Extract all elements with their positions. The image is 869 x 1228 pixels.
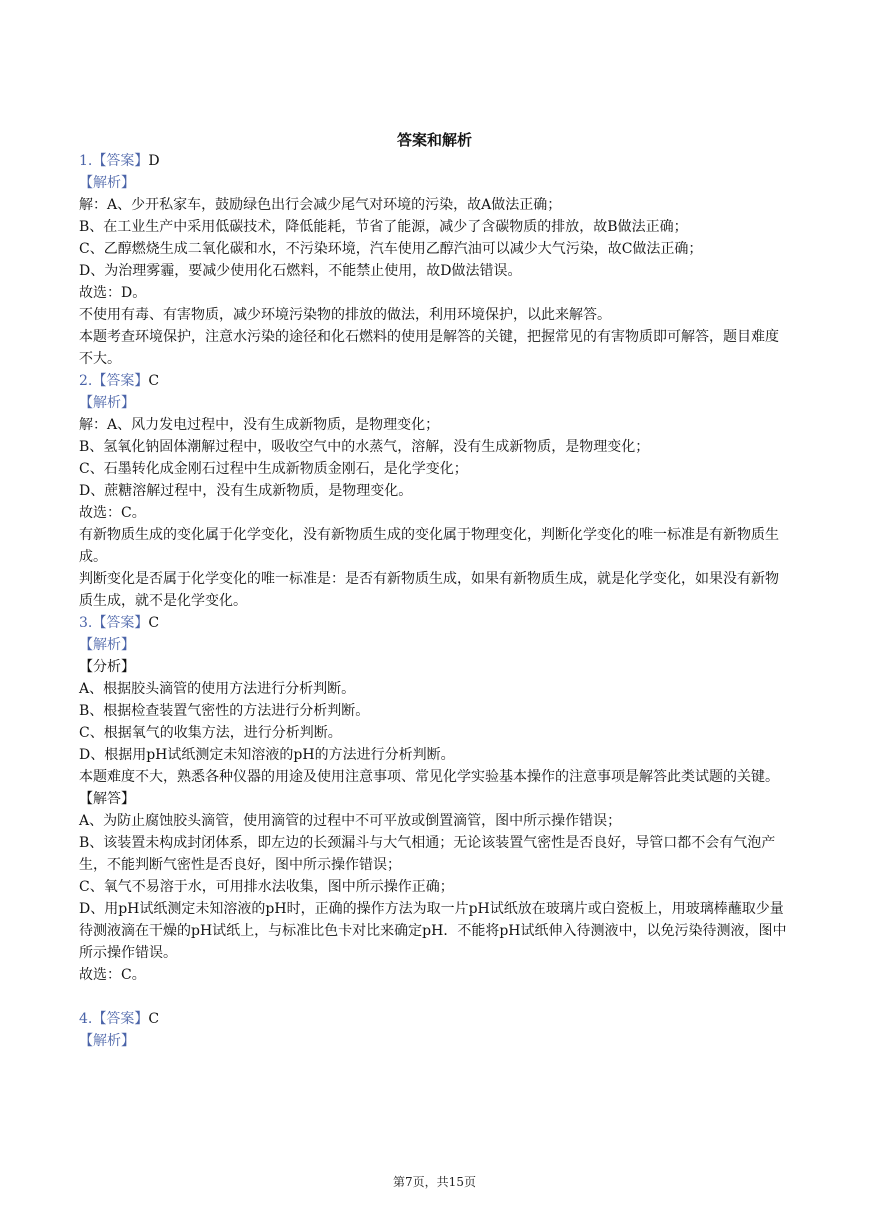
q2-line: 解：A、风力发电过程中，没有生成新物质，是物理变化；	[79, 417, 440, 433]
q1-answer-line	[79, 150, 791, 172]
q4-answer-value: C	[148, 1011, 160, 1027]
q2-line: 故选：C。	[79, 505, 146, 521]
q1-line: 解：A、少开私家车，鼓励绿色出行会减少尾气对环境的污染，故A做法正确；	[79, 197, 562, 213]
q4-answer-line	[79, 1008, 791, 1030]
q3-fenxi-head: 【分析】	[79, 659, 135, 675]
q3-fenxi-paragraph: 本题难度不大，熟悉各种仪器的用途及使用注意事项、常见化学实验基本操作的注意事项是解答此类试题的关键。	[79, 769, 779, 785]
q2-line: B、氢氧化钠固体潮解过程中，吸收空气中的水蒸气，溶解，没有生成新物质，是物理变化；	[79, 439, 650, 455]
spacer	[79, 986, 791, 1008]
q3-jieda-b: B、该装置未构成封闭体系，即左边的长颈漏斗与大气相通；无论该装置气密性是否良好，导管口都不会有气泡产生，不能判断气密性是否良好，图中所示操作错误；	[79, 835, 776, 873]
q2-paragraph: 有新物质生成的变化属于化学变化，没有新物质生成的变化属于物理变化，判断化学变化的唯一标准是有新物质生成。	[79, 527, 779, 565]
q3-answer-head: 3.【答案】	[79, 615, 149, 631]
q3-fenxi-line: D、根据用pH试纸测定未知溶液的pH的方法进行分析判断。	[79, 747, 455, 763]
q3-analysis-head: 【解析】	[79, 637, 135, 653]
q2-line: C、石墨转化成金刚石过程中生成新物质金刚石，是化学变化；	[79, 461, 468, 477]
q2-paragraph: 判断变化是否属于化学变化的唯一标准是：是否有新物质生成，如果有新物质生成，就是化学变化，如果没有新物质生成，就不是化学变化。	[79, 571, 779, 609]
q3-fenxi-line: C、根据氧气的收集方法，进行分析判断。	[79, 725, 342, 741]
q3-jieda-head: 【解答】	[79, 791, 135, 807]
page-footer: 第7页，共15页	[393, 1175, 476, 1189]
q3-fenxi-line: B、根据检查装置气密性的方法进行分析判断。	[79, 703, 370, 719]
q3-jieda-d: D、用pH试纸测定未知溶液的pH时，正确的操作方法为取一片pH试纸放在玻璃片或白瓷板上，用玻璃棒蘸取少量待测液滴在干燥的pH试纸上，与标准比色卡对比来确定pH．不能将pH试纸伸入待测液中，以免污染待测液，图中所示操作错误。	[79, 901, 787, 961]
q1-paragraph: 本题考查环境保护，注意水污染的途径和化石燃料的使用是解答的关键，把握常见的有害物质即可解答，题目难度不大。	[79, 329, 779, 367]
q3-jieda-a: A、为防止腐蚀胶头滴管，使用滴管的过程中不可平放或倒置滴管，图中所示操作错误；	[79, 813, 622, 829]
page-title: 答案和解析	[396, 131, 472, 149]
q4-answer-head: 4.【答案】	[79, 1011, 149, 1027]
q3-conclusion: 故选：C。	[79, 967, 146, 983]
q1-line: C、乙醇燃烧生成二氧化碳和水，不污染环境，汽车使用乙醇汽油可以减少大气污染，故C做法正确；	[79, 241, 703, 257]
q1-answer-value: D	[148, 153, 160, 169]
q1-answer-head: 1.【答案】	[79, 153, 149, 169]
q1-line: D、为治理雾霾，要减少使用化石燃料，不能禁止使用，故D做法错误。	[79, 263, 522, 279]
q2-line: D、蔗糖溶解过程中，没有生成新物质，是物理变化。	[79, 483, 413, 499]
q2-answer-line	[79, 370, 791, 392]
q1-line: 不使用有毒、有害物质，减少环境污染物的排放的做法，利用环境保护，以此来解答。	[79, 307, 611, 323]
q3-answer-value: C	[148, 615, 160, 631]
q2-analysis-head: 【解析】	[79, 395, 135, 411]
q1-line: B、在工业生产中采用低碳技术，降低能耗，节省了能源，减少了含碳物质的排放，故B做法正确；	[79, 219, 688, 235]
q3-fenxi-line: A、根据胶头滴管的使用方法进行分析判断。	[79, 681, 356, 697]
q2-answer-head: 2.【答案】	[79, 373, 149, 389]
q1-line: 故选：D。	[79, 285, 147, 301]
q2-answer-value: C	[148, 373, 160, 389]
q4-analysis-head: 【解析】	[79, 1033, 135, 1049]
q3-answer-line	[79, 612, 791, 634]
q3-jieda-c: C、氧气不易溶于水，可用排水法收集，图中所示操作正确；	[79, 879, 454, 895]
answer-content	[79, 150, 791, 1052]
q1-analysis-head: 【解析】	[79, 175, 135, 191]
